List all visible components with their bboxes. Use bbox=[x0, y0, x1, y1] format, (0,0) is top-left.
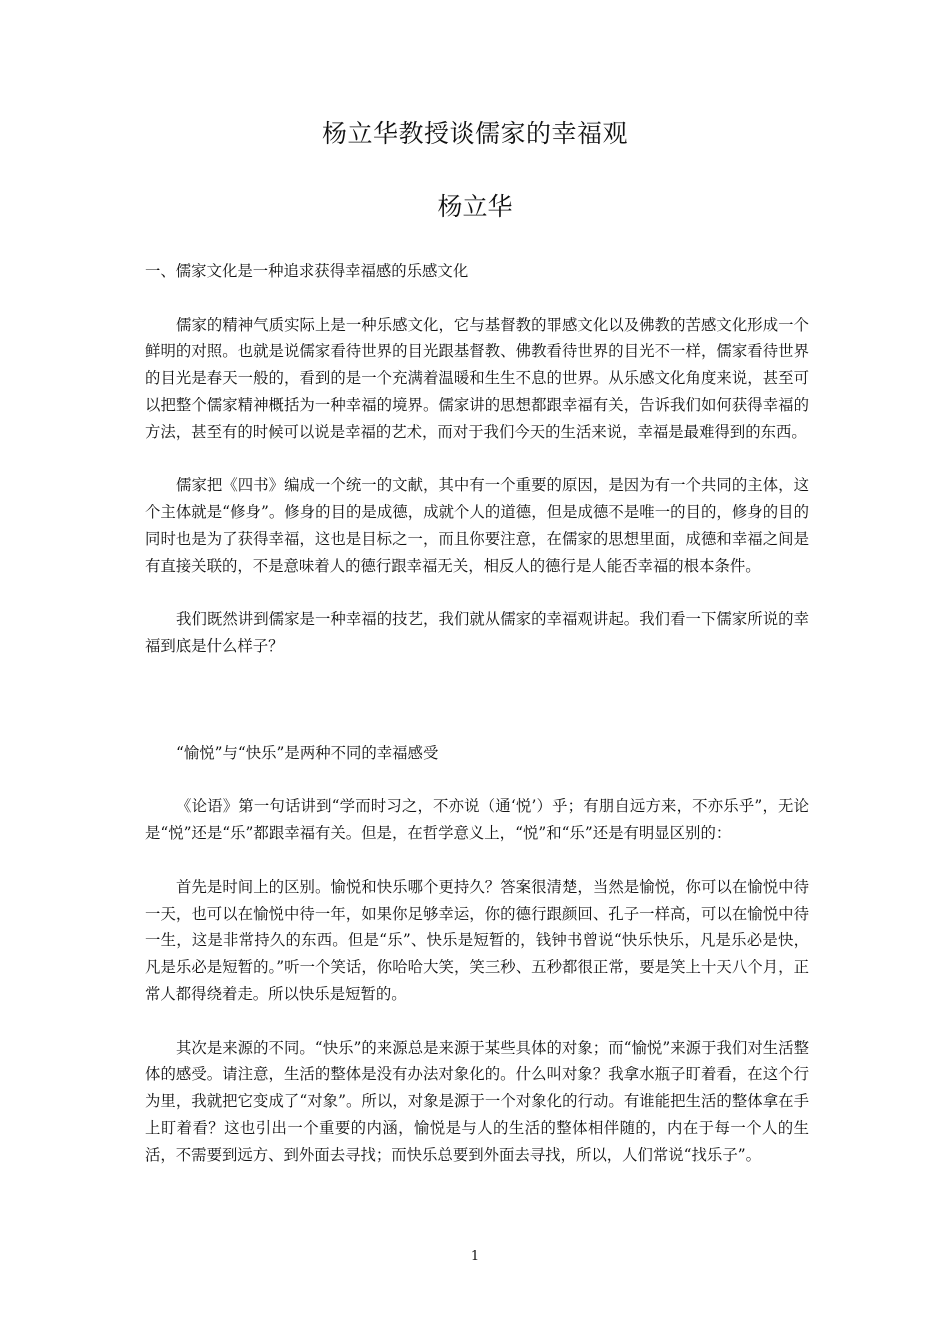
document-body bbox=[145, 258, 809, 1195]
paragraph: 我们既然讲到儒家是一种幸福的技艺，我们就从儒家的幸福观讲起。我们看一下儒家所说的幸福到底是什么样子？ bbox=[145, 610, 809, 656]
paragraph: 其次是来源的不同。“快乐”的来源总是来源于某些具体的对象；而“愉悦”来源于我们对生活整体的感受。请注意，生活的整体是没有办法对象化的。什么叫对象？我拿水瓶子盯着看，在这个行为里，我就把它变成了“对象”。所以，对象是源于一个对象化的行动。有谁能把生活的整体拿在手上盯着看？这也引出一个重要的内涵，愉悦是与人的生活的整体相伴随的，内在于每一个人的生活，不需要到远方、到外面去寻找；而快乐总要到外面去寻找，所以，人们常说“找乐子”。 bbox=[145, 1038, 809, 1164]
paragraph: 儒家把《四书》编成一个统一的文献，其中有一个重要的原因，是因为有一个共同的主体，这个主体就是“修身”。修身的目的是成德，成就个人的道德，但是成德不是唯一的目的，修身的目的同时也是为了获得幸福，这也是目标之一，而且你要注意，在儒家的思想里面，成德和幸福之间是有直接关联的，不是意味着人的德行跟幸福无关，相反人的德行是人能否幸福的根本条件。 bbox=[145, 476, 809, 575]
blank-space bbox=[145, 687, 809, 740]
paragraph: 《论语》第一句话讲到“学而时习之，不亦说（通‘悦’）乎；有朋自远方来，不亦乐乎”，无论是“悦”还是“乐”都跟幸福有关。但是，在哲学意义上，“悦”和“乐”还是有明显区别的： bbox=[145, 797, 809, 843]
sub-heading: “愉悦”与“快乐”是两种不同的幸福感受 bbox=[176, 743, 439, 762]
paragraph: 儒家的精神气质实际上是一种乐感文化，它与基督教的罪感文化以及佛教的苦感文化形成一个鲜明的对照。也就是说儒家看待世界的目光跟基督教、佛教看待世界的目光不一样，儒家看待世界的目光是春天一般的，看到的是一个充满着温暖和生生不息的世界。从乐感文化角度来说，甚至可以把整个儒家精神概括为一种幸福的境界。儒家讲的思想都跟幸福有关，告诉我们如何获得幸福的方法，甚至有的时候可以说是幸福的艺术，而对于我们今天的生活来说，幸福是最难得到的东西。 bbox=[145, 315, 809, 441]
paragraph: 首先是时间上的区别。愉悦和快乐哪个更持久？答案很清楚，当然是愉悦，你可以在愉悦中待一天，也可以在愉悦中待一年，如果你足够幸运，你的德行跟颜回、孔子一样高，可以在愉悦中待一生，这是非常持久的东西。但是“乐”、快乐是短暂的，钱钟书曾说“快乐快乐，凡是乐必是快，凡是乐必是短暂的。”听一个笑话，你哈哈大笑，笑三秒、五秒都很正常，要是笑上十天八个月，正常人都得绕着走。所以快乐是短暂的。 bbox=[145, 877, 809, 1003]
page-number: 1 bbox=[470, 1249, 480, 1264]
document-author: 杨立华 bbox=[437, 192, 513, 221]
document-title: 杨立华教授谈儒家的幸福观 bbox=[321, 119, 628, 148]
section-heading: 一、儒家文化是一种追求获得幸福感的乐感文化 bbox=[145, 262, 469, 280]
